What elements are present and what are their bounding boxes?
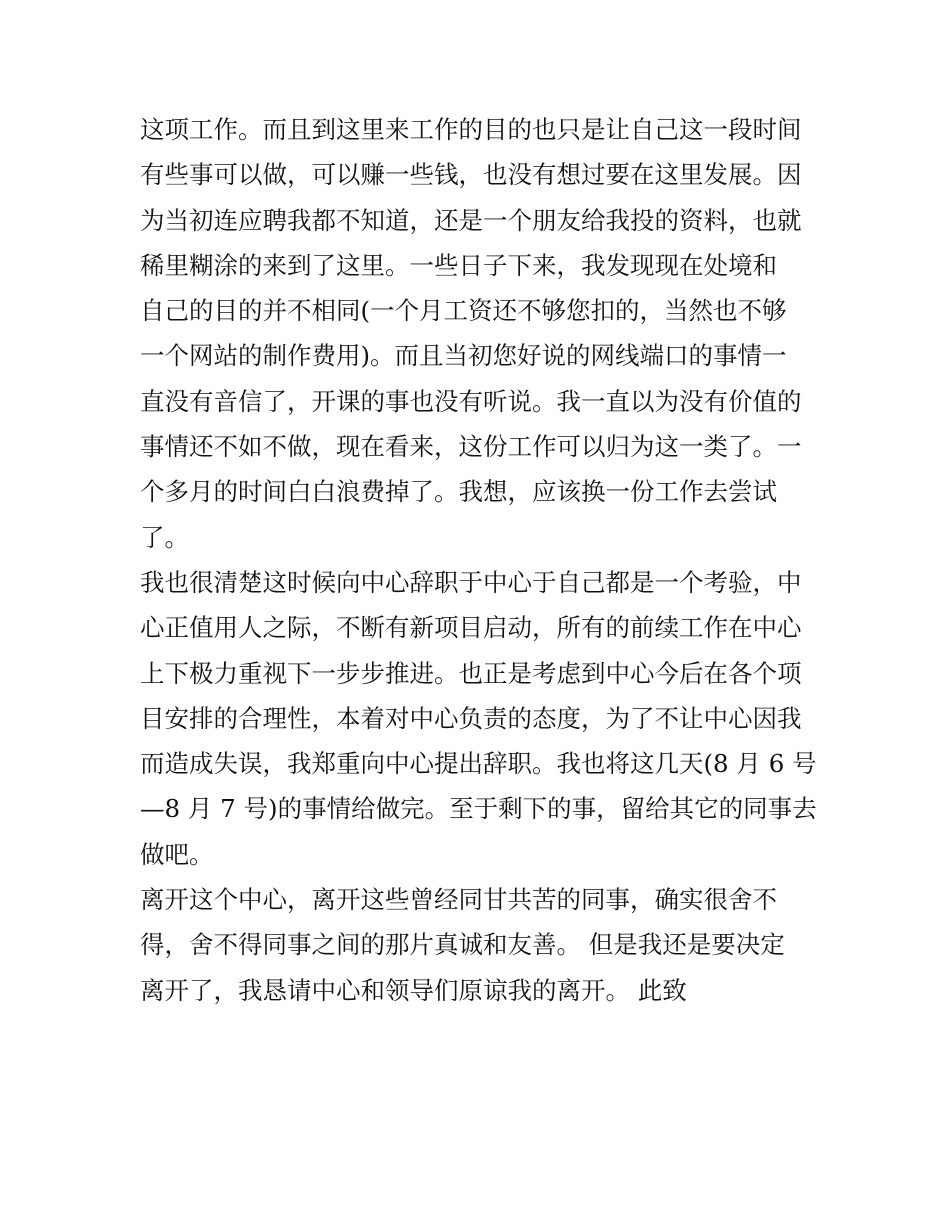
text-line: 离开了，我恳请中心和领导们原谅我的离开。 此致: [140, 975, 687, 1005]
text-line: 了。: [140, 522, 189, 552]
text-line: 我也很清楚这时候向中心辞职于中心于自己都是一个考验，中: [140, 567, 802, 597]
text-line: 上下极力重视下一步步推进。也正是考虑到中心今后在各个项: [140, 658, 802, 688]
text-line: 而造成失误，我郑重向中心提出辞职。我也将这几天(8 月 6 号: [140, 749, 817, 779]
text-line: 直没有音信了，开课的事也没有听说。我一直以为没有价值的: [140, 386, 802, 416]
text-line: 心正值用人之际，不断有新项目启动，所有的前续工作在中心: [140, 613, 802, 643]
text-line: —8 月 7 号)的事情给做完。至于剩下的事，留给其它的同事去: [140, 794, 817, 824]
text-line: 离开这个中心，离开这些曾经同甘共苦的同事，确实很舍不: [140, 885, 777, 915]
text-line: 稀里糊涂的来到了这里。一些日子下来，我发现现在处境和: [140, 250, 777, 280]
text-line: 做吧。: [140, 839, 214, 869]
text-line: 有些事可以做，可以赚一些钱，也没有想过要在这里发展。因: [140, 160, 802, 190]
text-line: 个多月的时间白白浪费掉了。我想，应该换一份工作去尝试: [140, 477, 777, 507]
text-line: 一个网站的制作费用)。而且当初您好说的网线端口的事情一: [140, 341, 787, 371]
text-line: 为当初连应聘我都不知道，还是一个朋友给我投的资料，也就: [140, 205, 802, 235]
text-line: 这项工作。而且到这里来工作的目的也只是让自己这一段时间: [140, 115, 802, 144]
text-line: 事情还不如不做，现在看来，这份工作可以归为这一类了。一: [140, 432, 802, 462]
text-line: 自己的目的并不相同(一个月工资还不够您扣的，当然也不够: [140, 296, 787, 326]
text-line: 目安排的合理性，本着对中心负责的态度，为了不让中心因我: [140, 703, 802, 733]
text-line: 得，舍不得同事之间的那片真诚和友善。 但是我还是要决定: [140, 930, 785, 960]
body-text: [140, 107, 830, 1013]
